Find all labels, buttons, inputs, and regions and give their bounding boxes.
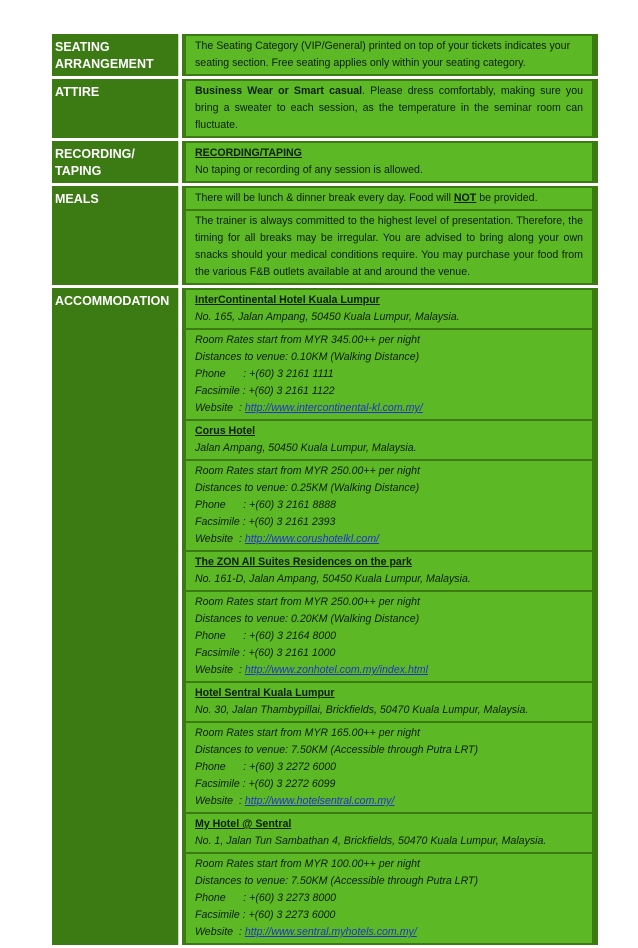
hotel-website-row [195,793,583,810]
hotel-name: Hotel Sentral Kuala Lumpur [195,687,335,699]
row-accommodation [52,288,598,945]
hotel-distance: Distances to venue: 7.50KM (Accessible through Putra LRT) [195,875,479,887]
hotel-name: Corus Hotel [195,425,256,437]
seating-text: The Seating Category (VIP/General) printed on top of your tickets indicates your seating section. Free seating applies only within your seating category. [186,36,592,74]
hotel-name: InterContinental Hotel Kuala Lumpur [195,294,380,306]
hotel-website-label: Website : [195,795,245,807]
hotel-address: No. 165, Jalan Ampang, 50450 Kuala Lumpur, Malaysia. [195,311,460,323]
hotel-header [186,552,592,590]
hotel-website-link[interactable]: http://www.sentral.myhotels.com.my/ [244,926,417,938]
hotel-fax: Facsimile : +(60) 3 2161 2393 [195,516,336,528]
hotel-distance: Distances to venue: 0.10KM (Walking Distance) [195,351,420,363]
info-table [52,34,598,948]
label-line: SEATING [55,40,110,54]
label-line: TAPING [55,164,102,178]
hotel-address: No. 30, Jalan Thambypillai, Brickfields, 50470 Kuala Lumpur, Malaysia. [195,704,529,716]
label-seating [52,34,179,76]
hotel-website-label: Website : [195,533,245,545]
hotel-details [186,330,592,419]
label-line: RECORDING/ [55,147,135,161]
hotel-website-link[interactable]: http://www.zonhotel.com.my/index.html [244,664,428,676]
content-attire [182,79,598,138]
hotel-website-label: Website : [195,402,245,414]
hotel-website-label: Website : [195,664,245,676]
row-attire [52,79,598,138]
hotel-address: Jalan Ampang, 50450 Kuala Lumpur, Malaysia. [195,442,417,454]
hotel-fax: Facsimile : +(60) 3 2161 1000 [195,647,336,659]
hotel-rate: Room Rates start from MYR 250.00++ per night [195,465,420,477]
hotel-rate: Room Rates start from MYR 250.00++ per night [195,596,420,608]
label-line: ARRANGEMENT [55,57,154,71]
hotel-website-link[interactable]: http://www.intercontinental-kl.com.my/ [244,402,423,414]
meals-not: NOT [453,192,477,204]
hotel-fax: Facsimile : +(60) 3 2273 6000 [195,909,336,921]
row-meals [52,186,598,285]
hotel-header [186,683,592,721]
meals-text-after: be provided. [476,192,538,204]
hotel-distance: Distances to venue: 0.25KM (Walking Distance) [195,482,420,494]
hotel-phone: Phone : +(60) 3 2161 1111 [195,368,334,380]
hotel-website-row [195,662,583,679]
attire-bold: Business Wear or Smart casual [195,85,363,97]
hotel-website-link[interactable]: http://www.corushotelkl.com/ [244,533,380,545]
row-recording [52,141,598,183]
label-accommodation: ACCOMMODATION [52,288,179,945]
hotel-details [186,854,592,943]
hotel-header [186,421,592,459]
content-recording [182,141,598,183]
hotel-rate: Room Rates start from MYR 100.00++ per night [195,858,420,870]
hotel-website-row [195,531,583,548]
content-meals [182,186,598,285]
hotel-rate: Room Rates start from MYR 165.00++ per night [195,727,420,739]
recording-body: No taping or recording of any session is allowed. [195,164,423,176]
hotel-website-row [195,924,583,941]
hotel-website-label: Website : [195,926,245,938]
meals-text-before: There will be lunch & dinner break every day. Food will [195,192,454,204]
hotel-name: The ZON All Suites Residences on the park [195,556,412,568]
content-seating [182,34,598,76]
meals-note: The trainer is always committed to the highest level of presentation. Therefore, the timing for all breaks may be irregular. You are advised to bring along your own snacks should your medical conditions require. You may purchase your food from the various F&B outlets available at and around the venue. [186,211,592,283]
hotel-name: My Hotel @ Sentral [195,818,292,830]
hotel-phone: Phone : +(60) 3 2161 8888 [195,499,337,511]
hotel-phone: Phone : +(60) 3 2272 6000 [195,761,337,773]
attire-rest: . Please dress comfortably, making sure you bring a sweater to each session, as the temperature in the seminar room can fluctuate. [195,85,583,131]
row-seating [52,34,598,76]
hotel-fax: Facsimile : +(60) 3 2272 6099 [195,778,336,790]
hotel-address: No. 1, Jalan Tun Sambathan 4, Brickfields, 50470 Kuala Lumpur, Malaysia. [195,835,547,847]
hotel-distance: Distances to venue: 7.50KM (Accessible through Putra LRT) [195,744,479,756]
label-attire: ATTIRE [52,79,179,138]
hotel-distance: Distances to venue: 0.20KM (Walking Distance) [195,613,420,625]
hotel-address: No. 161-D, Jalan Ampang, 50450 Kuala Lumpur, Malaysia. [195,573,471,585]
hotel-website-link[interactable]: http://www.hotelsentral.com.my/ [244,795,395,807]
hotel-details [186,592,592,681]
label-meals: MEALS [52,186,179,285]
meals-text [186,188,592,209]
hotel-fax: Facsimile : +(60) 3 2161 1122 [195,385,335,397]
content-accommodation [182,288,598,945]
hotel-details [186,461,592,550]
label-recording [52,141,179,183]
attire-text [186,81,592,136]
hotel-phone: Phone : +(60) 3 2164 8000 [195,630,337,642]
recording-heading: RECORDING/TAPING [195,147,302,159]
recording-text [186,143,592,181]
hotel-phone: Phone : +(60) 3 2273 8000 [195,892,337,904]
hotel-header [186,814,592,852]
hotel-rate: Room Rates start from MYR 345.00++ per night [195,334,420,346]
hotel-header [186,290,592,328]
hotel-details [186,723,592,812]
hotel-website-row [195,400,583,417]
